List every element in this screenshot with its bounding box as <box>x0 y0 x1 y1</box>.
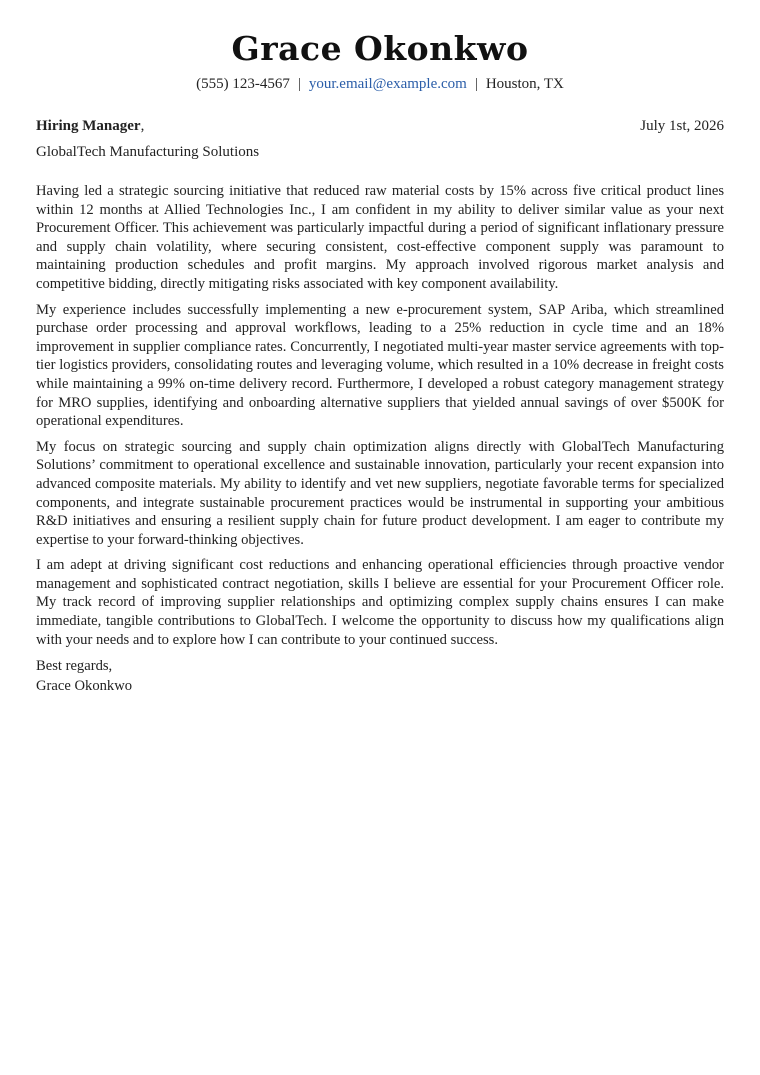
hiring-manager: Hiring Manager <box>36 118 141 134</box>
applicant-name: Grace Okonkwo <box>231 29 529 68</box>
closing-signature: Grace Okonkwo <box>36 678 133 695</box>
contact-separator: | <box>474 76 478 92</box>
contact-line <box>36 74 724 94</box>
letter-closing <box>36 656 724 696</box>
body-paragraph: I am adept at driving significant cost reductions and enhancing operational efficiencies through proactive vendor management and sophisticated contract negotiation, skills I believe are essential for your Procurement Officer role. My track record of improving supplier relationships and optimizing complex supply chains ensures I can make immediate, tangible contributions to GlobalTech. I welcome the opportunity to discuss how my qualifications align with your needs and to explore how I can contribute to your continued success. <box>36 557 724 648</box>
recipient-greeting <box>36 116 144 136</box>
letter-body <box>36 182 724 649</box>
recipient-company: GlobalTech Manufacturing Solutions <box>36 144 260 160</box>
location: Houston, TX <box>485 76 564 92</box>
closing-salutation: Best regards, <box>36 658 113 675</box>
body-paragraph: Having led a strategic sourcing initiative that reduced raw material costs by 15% across five critical product lines within 12 months at Allied Technologies Inc., I am confident in my ability to deliver similar value as your next Procurement Officer. This achievement was particularly impactful during a period of significant inflationary pressure and supply chain volatility, where securing consistent, cost-effective component supply was paramount to maintaining production schedules and profit margins. My approach involved rigorous market analysis and competitive bidding, directly mitigating risks associated with key component availability. <box>36 183 724 292</box>
body-paragraph: My focus on strategic sourcing and supply chain optimization aligns directly with GlobalTech Manufacturing Solutions’ commitment to operational excellence and sustainable innovation, particularly your recent expansion into advanced composite materials. My ability to identify and vet new suppliers, negotiate favorable terms for specialized components, and integrate sustainable procurement practices would be instrumental in supporting your ambitious R&D initiatives and ensuring a resilient supply chain for future product development. I am eager to contribute my expertise to your forward-thinking objectives. <box>36 438 724 548</box>
recipient-row <box>36 116 724 136</box>
contact-separator: | <box>297 76 301 92</box>
phone-number: (555) 123-4567 <box>196 76 290 92</box>
body-paragraph: My experience includes successfully implementing a new e-procurement system, SAP Ariba, which streamlined purchase order processing and approval workflows, leading to a 25% reduction in cycle time and an 18% improvement in supplier compliance rates. Concurrently, I negotiated multi-year master service agreements with top-tier logistics providers, consolidating routes and leveraging volume, which resulted in a 10% decrease in freight costs while maintaining a 99% on-time delivery record. Furthermore, I developed a robust category management strategy for MRO supplies, identifying and onboarding alternative suppliers that yielded annual savings of over $500K for operational expenditures. <box>36 301 724 430</box>
email-link[interactable]: your.email@example.com <box>308 76 467 92</box>
hiring-manager-comma: , <box>140 118 145 134</box>
letter-date: July 1st, 2026 <box>640 118 724 134</box>
